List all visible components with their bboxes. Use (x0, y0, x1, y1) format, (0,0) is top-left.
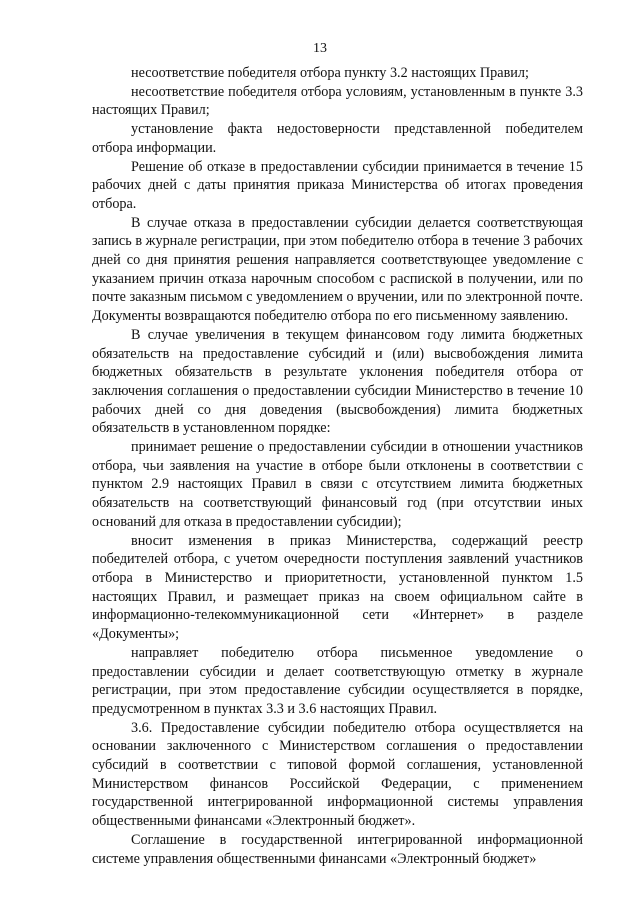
paragraph: несоответствие победителя отбора пункту 3.2 настоящих Правил; (131, 65, 529, 81)
paragraph: Соглашение в государственной интегрированной информационной системе управления общественными финансами «Электронный бюджет» (92, 831, 583, 867)
document-body (92, 64, 583, 868)
paragraph: несоответствие победителя отбора условиям, установленным в пункте 3.3 настоящих Правил; (92, 83, 583, 119)
paragraph: установление факта недостоверности представленной победителем отбора информации. (92, 121, 583, 156)
paragraph: направляет победителю отбора письменное уведомление о предоставлении субсидии и делает соответствующую отметку в журнале регистрации, при этом предоставление субсидии осуществляется в порядке, предусмотренном в пунктах 3.3 и 3.6 настоящих Правил. (92, 644, 583, 717)
paragraph: В случае увеличения в текущем финансовом году лимита бюджетных обязательств на предоставление субсидий и (или) высвобождения лимита бюджетных обязательств в результате уклонения победителя отбора от заключения соглашения о предоставлении субсидии Министерство в течение 10 рабочих дней со дня доведения (высвобождения) лимита бюджетных обязательств в установленном порядке: (92, 326, 583, 437)
paragraph: 3.6. Предоставление субсидии победителю отбора осуществляется на основании заключенного с Министерством соглашения о предоставлении субсидий в соответствии с типовой формой соглашения, установленной Министерством финансов Российской Федерации, с применением государственной интегрированной информационной системы управления общественными финансами «Электронный бюджет». (92, 719, 583, 830)
paragraph: принимает решение о предоставлении субсидии в отношении участников отбора, чьи заявления на участие в отборе были отклонены в соответствии с пунктом 2.9 настоящих Правил в связи с отсутствием лимита бюджетных обязательств на соответствующий финансовый год (при отсутствии иных оснований для отказа в предоставлении субсидии); (92, 439, 583, 530)
paragraph: Решение об отказе в предоставлении субсидии принимается в течение 15 рабочих дней с даты принятия приказа Министерства об итогах проведения отбора. (92, 158, 583, 212)
paragraph: В случае отказа в предоставлении субсидии делается соответствующая запись в журнале регистрации, при этом победителю отбора в течение 3 рабочих дней со дня принятия решения направляется соответствующее уведомление с указанием причин отказа нарочным способом с распиской в получении, или по почте заказным письмом с уведомлением о вручении, или по электронной почте. Документы возвращаются победителю отбора по его письменному заявлению. (92, 214, 583, 325)
paragraph: вносит изменения в приказ Министерства, содержащий реестр победителей отбора, с учетом очередности поступления заявлений участников отбора в Министерство и приоритетности, установленной пунктом 1.5 настоящих Правил, и размещает приказ на своем официальном сайте в информационно-телекоммуникационной сети «Интернет» в разделе «Документы»; (92, 532, 583, 643)
page-number: 13 (313, 41, 327, 56)
